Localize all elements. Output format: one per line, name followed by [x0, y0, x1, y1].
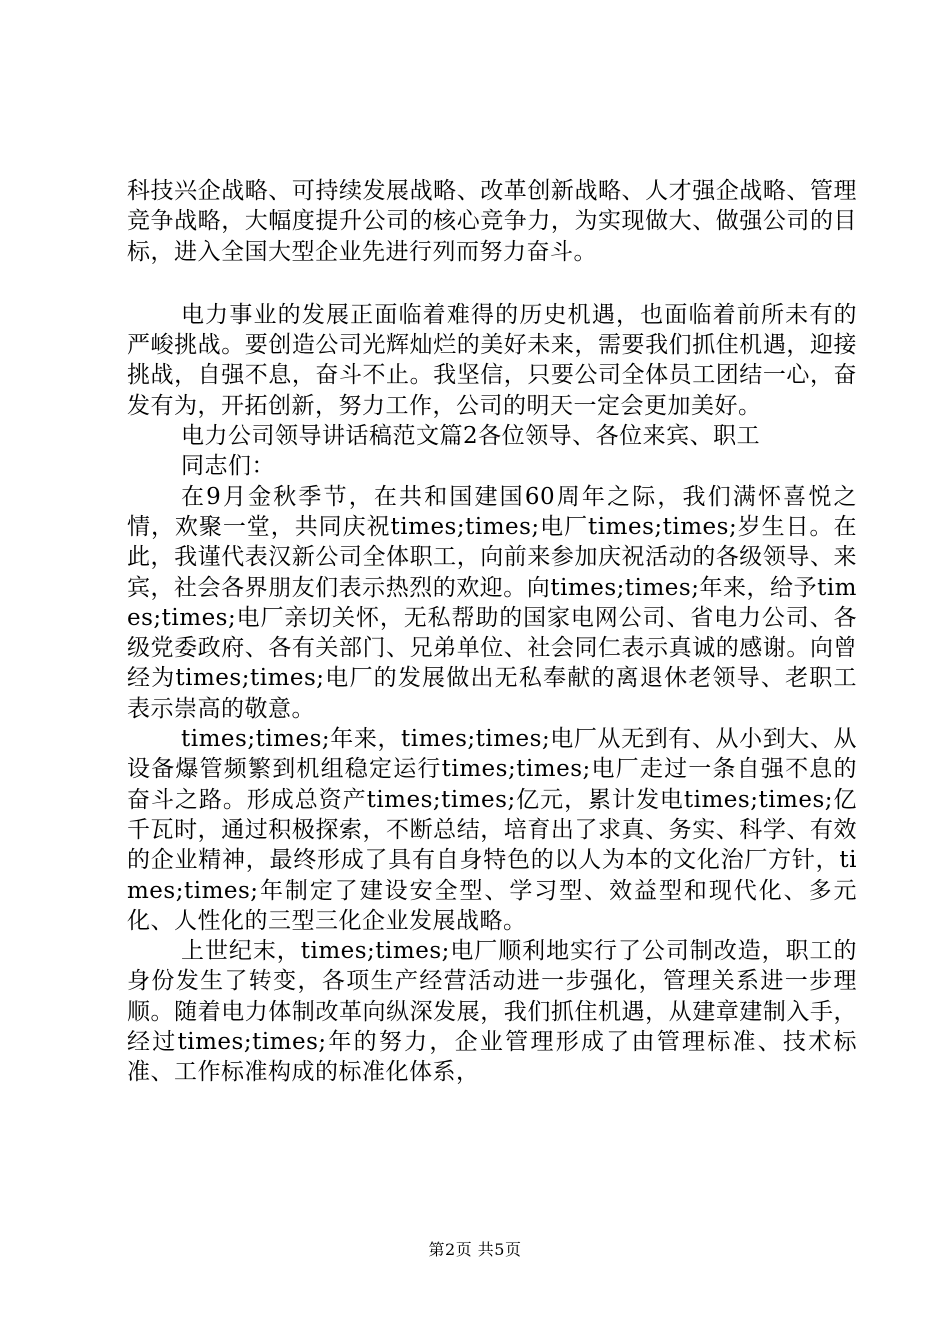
paragraph-2: 电力事业的发展正面临着难得的历史机遇，也面临着前所未有的严峻挑战。要创造公司光辉灿烂的美好未来，需要我们抓住机遇，迎接挑战，自强不息，奋斗不止。我坚信，只要公司全体员工团结一心，奋发有为，开拓创新，努力工作，公司的明天一定会更加美好。	[127, 301, 857, 419]
paragraph-3: 在9月金秋季节，在共和国建国60周年之际，我们满怀喜悦之情，欢聚一堂，共同庆祝times;times;电厂times;times;岁生日。在此，我谨代表汉新公司全体职工，向前来参加庆祝活动的各级领导、来宾，社会各界朋友们表示热烈的欢迎。向times;times;年来，给予times;times;电厂亲切关怀，无私帮助的国家电网公司、省电力公司、各级党委政府、各有关部门、兄弟单位、社会同仁表示真诚的感谢。向曾经为times;times;电厂的发展做出无私奉献的离退休老领导、老职工表示崇高的敬意。	[127, 483, 857, 722]
page-footer: 第2页 共5页	[428, 1240, 522, 1259]
paragraph-title-line: 电力公司领导讲话稿范文篇2各位领导、各位来宾、职工	[181, 423, 761, 450]
paragraph-4: times;times;年来，times;times;电厂从无到有、从小到大、从设备爆管频繁到机组稳定运行times;times;电厂走过一条自强不息的奋斗之路。形成总资产times;times;亿元，累计发电times;times;亿千瓦时，通过积极探索，不断总结，培育出了求真、务实、科学、有效的企业精神，最终形成了具有自身特色的以人为本的文化治厂方针，times;times;年制定了建设安全型、学习型、效益型和现代化、多元化、人性化的三型三化企业发展战略。	[127, 726, 857, 934]
document-body	[127, 176, 857, 1088]
paragraph-1: 科技兴企战略、可持续发展战略、改革创新战略、人才强企战略、管理竞争战略，大幅度提升公司的核心竞争力，为实现做大、做强公司的目标，进入全国大型企业先进行列而努力奋斗。	[127, 178, 857, 265]
paragraph-5: 上世纪末，times;times;电厂顺利地实行了公司制改造，职工的身份发生了转变，各项生产经营活动进一步强化，管理关系进一步理顺。随着电力体制改革向纵深发展，我们抓住机遇，从建章建制入手，经过times;times;年的努力，企业管理形成了由管理标准、技术标准、工作标准构成的标准化体系，	[127, 938, 857, 1086]
paragraph-salutation: 同志们：	[181, 453, 275, 480]
